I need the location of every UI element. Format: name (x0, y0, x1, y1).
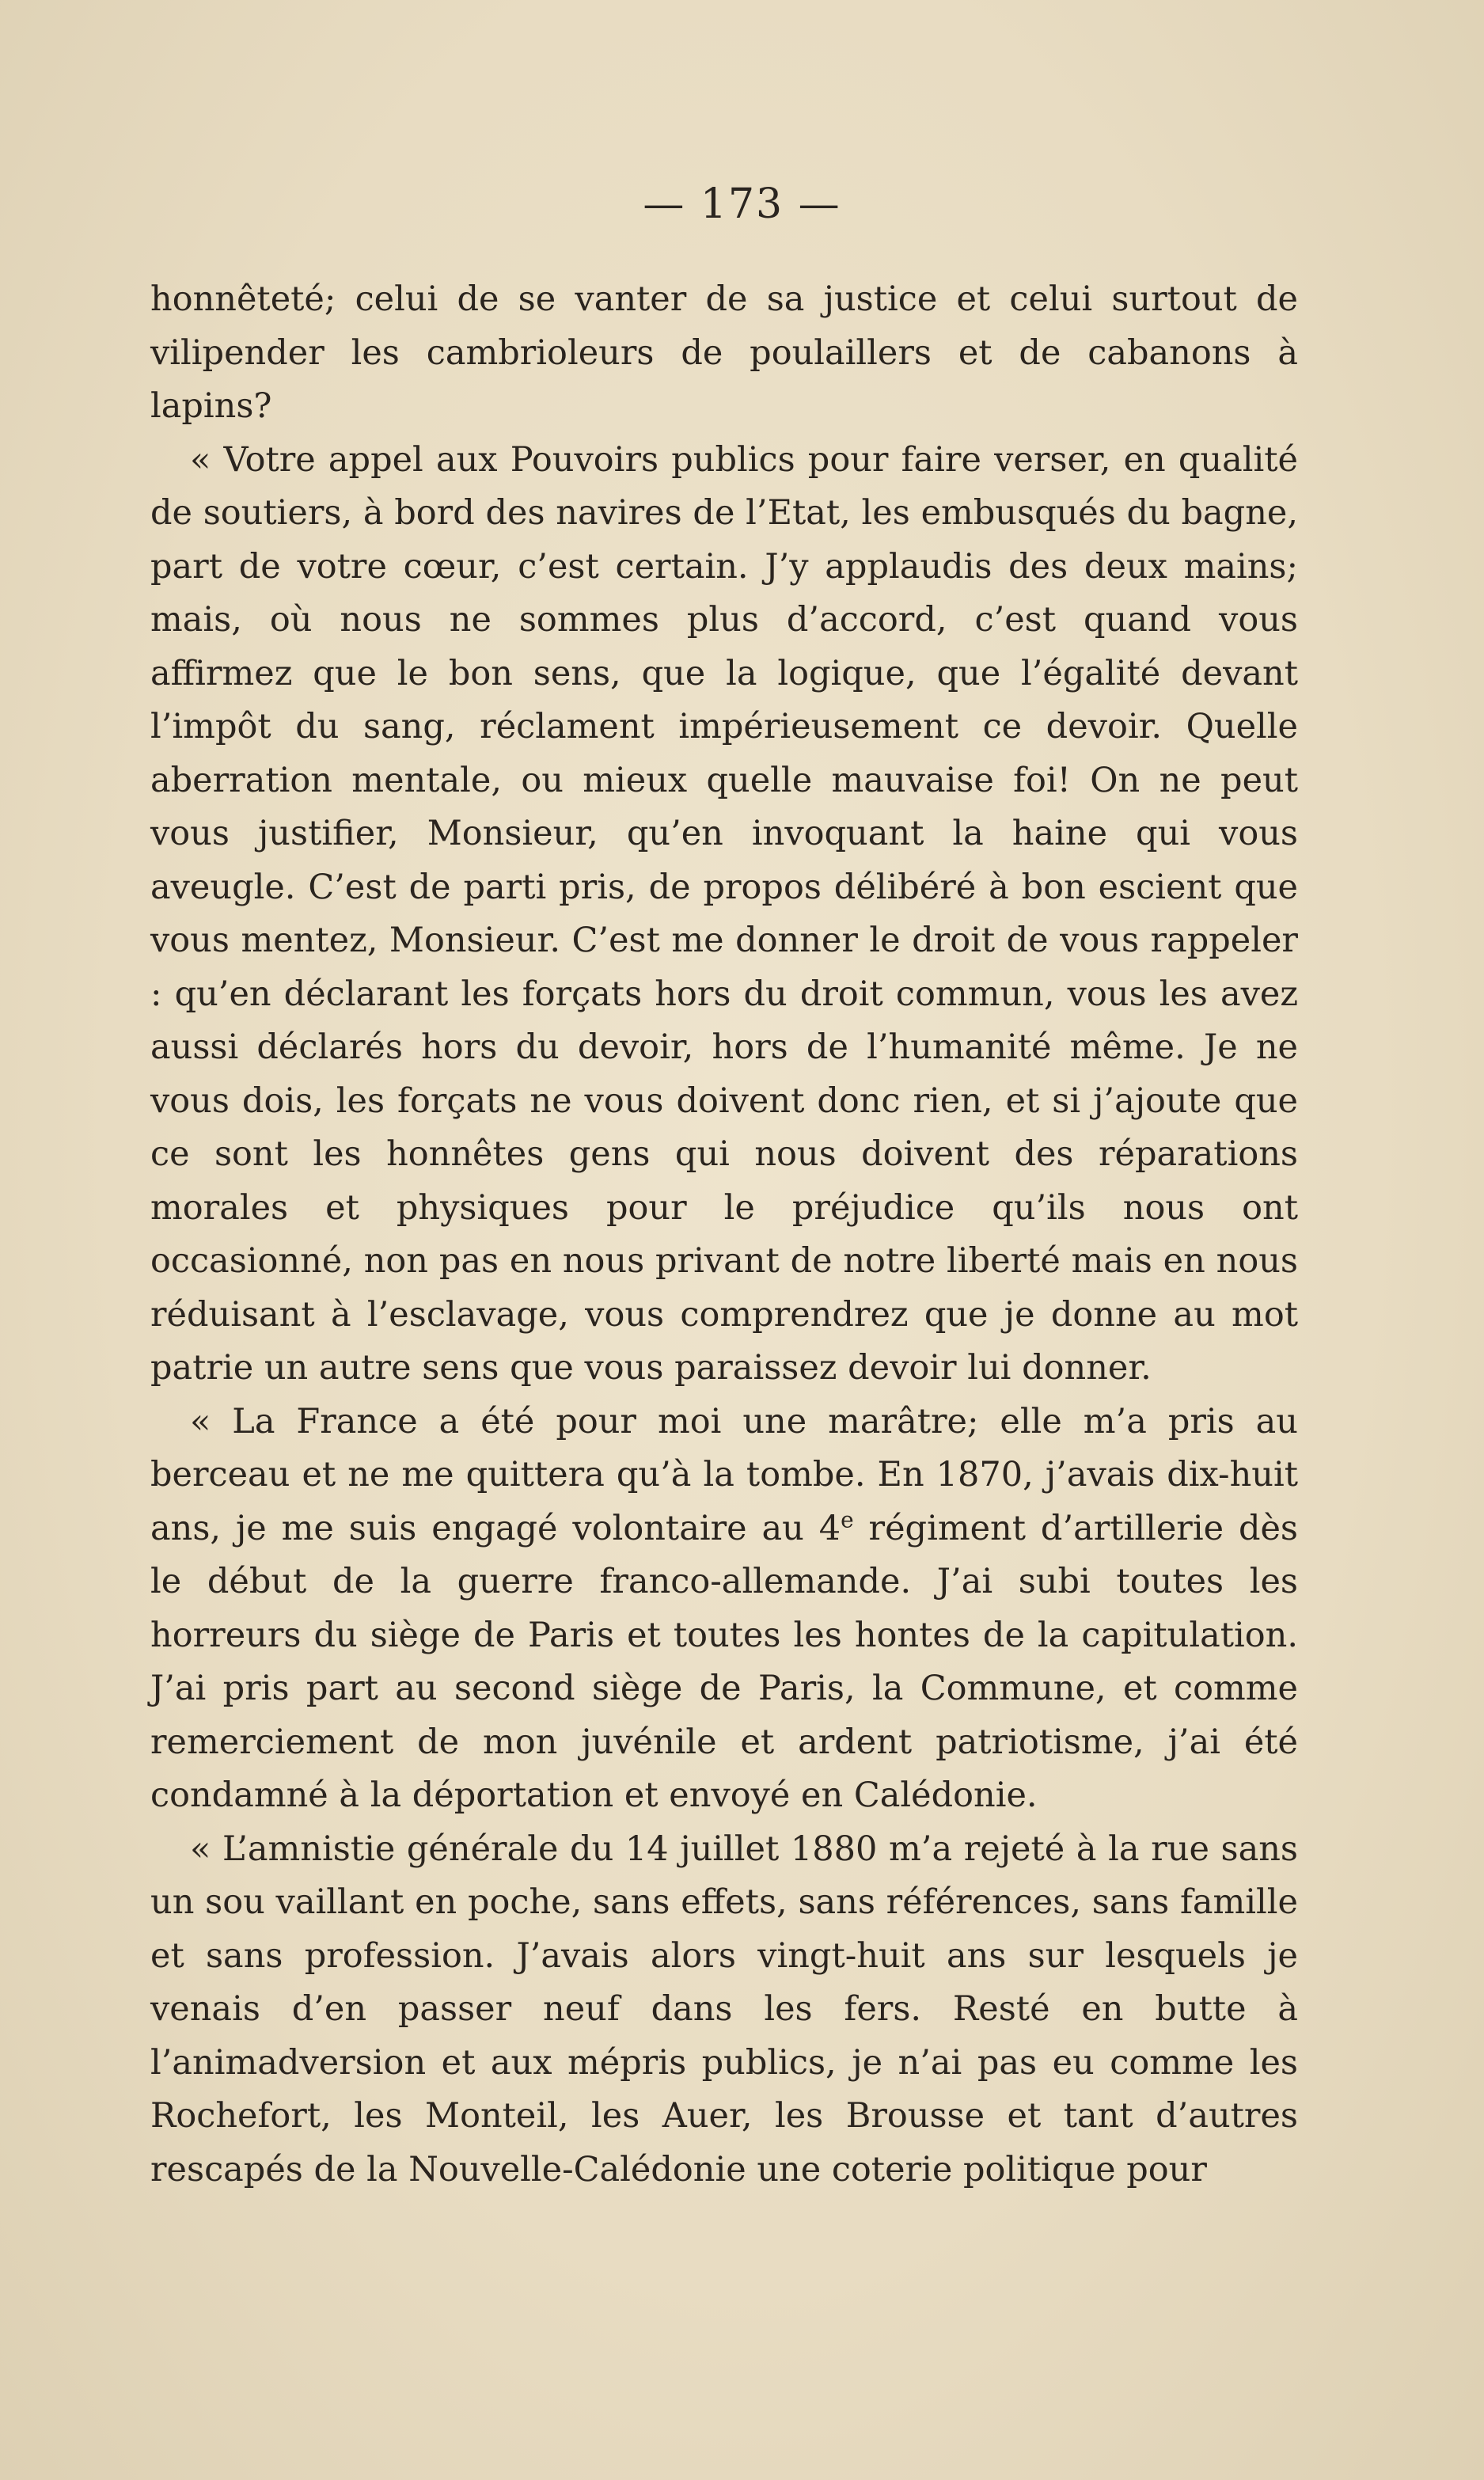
body-text (150, 273, 1298, 2197)
regiment-number: e (841, 1506, 854, 1533)
page-number: — 173 — (643, 180, 841, 228)
paragraph-appeal: « Votre appel aux Pouvoirs publics pour faire verser, en qualité de soutiers, à bord des navires de l’Etat, les embusqués du bagne, part de votre cœur, c’est certain. J’y applaudis des deux mains; mais, où nous ne sommes plus d’accord, c’est quand vous affirmez que le bon sens, que la logique, que l’égalité devant l’impôt du sang, réclament impérieusement ce devoir. Quelle aberration mentale, ou mieux quelle mauvaise foi! On ne peut vous justifier, Monsieur, qu’en invoquant la haine qui vous aveugle. C’est de parti pris, de propos délibéré à bon escient que vous mentez, Monsieur. C’est me donner le droit de vous rappeler : qu’en déclarant les forçats hors du droit commun, vous les avez aussi déclarés hors du devoir, hors de l’humanité même. Je ne vous dois, les forçats ne vous doivent donc rien, et si j’ajoute que ce sont les honnêtes gens qui nous doivent des réparations morales et physiques pour le préjudice qu’ils nous ont occasionné, non pas en nous privant de notre liberté mais en nous réduisant à l’esclavage, vous comprendrez que je donne au mot patrie un autre sens que vous paraissez devoir lui donner. (150, 439, 1298, 1388)
paragraph-france-part1: « La France a été pour moi une marâtre; elle m’a pris au berceau et ne me quittera qu’à la tombe. En 1870, j’avais dix-huit ans, je me suis engagé volontaire au (150, 1401, 1298, 1548)
paragraph-continuation: honnêteté; celui de se vanter de sa justice et celui surtout de vilipender les cambrioleurs de poulaillers et de cabanons à lapins? (150, 279, 1298, 426)
paragraph-amnesty: « L’amnistie générale du 14 juillet 1880 m’a rejeté à la rue sans un sou vaillant en poche, sans effets, sans références, sans famille et sans profession. J’avais alors vingt-huit ans sur lesquels je venais d’en passer neuf dans les fers. Resté en butte à l’animadversion et aux mépris publics, je n’ai pas eu comme les Rochefort, les Monteil, les Auer, les Brousse et tant d’autres rescapés de la Nouvelle-Calédonie une coterie politique pour (150, 1829, 1298, 2189)
paragraph-france: « La France a été pour moi une marâtre; elle m’a pris au berceau et ne me quittera qu’à la tombe. En 1870, j’avais dix-huit ans, je me suis engagé volontaire au 4e régiment d’artillerie dès le début de la guerre franco-allemande. J’ai subi toutes les horreurs du siège de Paris et toutes les hontes de la capitulation. J’ai pris part au second siège de Paris, la Commune, et comme remerciement de mon juvénile et ardent patriotisme, j’ai été condamné à la déportation et envoyé en Calédonie. (150, 1401, 1298, 1815)
paragraph-france-part2: régiment d’artillerie dès le début de la guerre franco-allemande. J’ai subi toutes les horreurs du siège de Paris et toutes les hontes de la capitulation. J’ai pris part au second siège de Paris, la Commune, et comme remerciement de mon juvénile et ardent patriotisme, j’ai été condamné à la déportation et envoyé en Calédonie. (150, 1508, 1298, 1815)
